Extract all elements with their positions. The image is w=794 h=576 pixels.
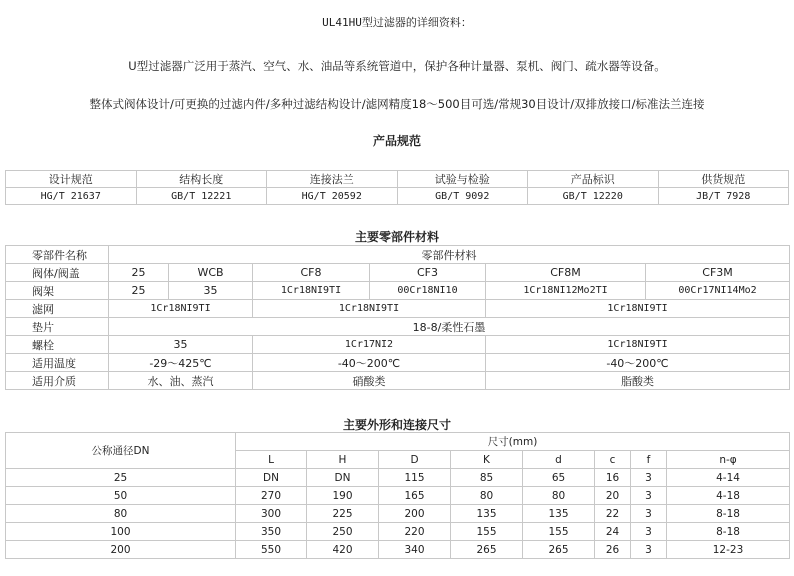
spec-value-cell: HG/T 20592: [267, 188, 398, 205]
spec-value-cell: GB/T 12220: [528, 188, 659, 205]
dim-cell: 135: [451, 505, 523, 523]
material-cell: 1Cr17NI2: [253, 336, 486, 354]
dim-cell: 265: [523, 541, 595, 559]
dim-cell: DN: [307, 469, 379, 487]
table-row: [6, 171, 789, 188]
dim-cell: 12-23: [667, 541, 790, 559]
row-label: 垫片: [6, 318, 109, 336]
spec-table: [5, 170, 789, 205]
material-cell: 1Cr18NI9TI: [486, 336, 790, 354]
dim-cell: 300: [236, 505, 307, 523]
material-cell: 35: [109, 336, 253, 354]
dim-cell: 220: [379, 523, 451, 541]
dim-cell: 225: [307, 505, 379, 523]
dim-cell: 26: [595, 541, 631, 559]
materials-table: [5, 245, 790, 390]
spec-header-cell: 结构长度: [136, 171, 267, 188]
table-row: [6, 505, 790, 523]
dim-cell: 3: [631, 487, 667, 505]
dim-column-header: H: [307, 451, 379, 469]
size-header: 尺寸(mm): [236, 433, 790, 451]
material-cell: 1Cr18NI9TI: [253, 300, 486, 318]
material-cell: 18-8/柔性石墨: [109, 318, 790, 336]
table-row: [6, 469, 790, 487]
table-row: [6, 336, 790, 354]
dim-cell: 16: [595, 469, 631, 487]
spec-header-cell: 连接法兰: [267, 171, 398, 188]
dim-cell: 80: [6, 505, 236, 523]
dim-cell: 165: [379, 487, 451, 505]
dim-cell: 80: [451, 487, 523, 505]
material-cell: 1Cr18NI9TI: [486, 300, 790, 318]
material-cell: CF8M: [486, 264, 646, 282]
row-label: 螺栓: [6, 336, 109, 354]
table-row: [6, 188, 789, 205]
material-cell: 35: [169, 282, 253, 300]
material-cell: -40～200℃: [253, 354, 486, 372]
table-row: [6, 300, 790, 318]
dimensions-table: [5, 432, 790, 559]
dim-cell: 115: [379, 469, 451, 487]
material-cell: 25: [109, 264, 169, 282]
material-cell: CF3: [370, 264, 486, 282]
intro-description: U型过滤器广泛用于蒸汽、空气、水、油品等系统管道中，保护各种计量器、泵机、阀门、疏水器等设备。: [128, 59, 666, 73]
material-cell: -29～425℃: [109, 354, 253, 372]
material-cell: 1Cr18NI12Mo2TI: [486, 282, 646, 300]
dim-cell: 24: [595, 523, 631, 541]
table-row: [6, 318, 790, 336]
dim-cell: 20: [595, 487, 631, 505]
spec-header-cell: 试验与检验: [397, 171, 528, 188]
material-header: 零部件材料: [109, 246, 790, 264]
dim-cell: 85: [451, 469, 523, 487]
row-label: 滤网: [6, 300, 109, 318]
dim-cell: 250: [307, 523, 379, 541]
spec-value-cell: GB/T 9092: [397, 188, 528, 205]
dim-column-header: f: [631, 451, 667, 469]
dim-cell: 4-18: [667, 487, 790, 505]
table-row: [6, 246, 790, 264]
material-cell: 硝酸类: [253, 372, 486, 390]
dim-cell: 3: [631, 505, 667, 523]
row-label: 适用温度: [6, 354, 109, 372]
dim-cell: 550: [236, 541, 307, 559]
dim-cell: 4-14: [667, 469, 790, 487]
dim-column-header: D: [379, 451, 451, 469]
part-name-header: 零部件名称: [6, 246, 109, 264]
material-cell: 水、油、蒸汽: [109, 372, 253, 390]
table-row: [6, 523, 790, 541]
dim-cell: 135: [523, 505, 595, 523]
spec-value-cell: JB/T 7928: [658, 188, 789, 205]
table-row: [6, 264, 790, 282]
dim-cell: 80: [523, 487, 595, 505]
dim-cell: DN: [236, 469, 307, 487]
spec-header-cell: 供货规范: [658, 171, 789, 188]
dims-heading: 主要外形和连接尺寸: [342, 418, 451, 432]
dim-cell: 350: [236, 523, 307, 541]
spec-value-cell: HG/T 21637: [6, 188, 137, 205]
spec-value-cell: GB/T 12221: [136, 188, 267, 205]
dim-cell: 420: [307, 541, 379, 559]
dim-cell: 155: [451, 523, 523, 541]
dim-column-header: n-φ: [667, 451, 790, 469]
dim-cell: 50: [6, 487, 236, 505]
material-cell: CF8: [253, 264, 370, 282]
dim-cell: 3: [631, 469, 667, 487]
dim-cell: 200: [379, 505, 451, 523]
dim-cell: 65: [523, 469, 595, 487]
material-cell: 25: [109, 282, 169, 300]
table-row: [6, 282, 790, 300]
dim-cell: 200: [6, 541, 236, 559]
table-row: [6, 354, 790, 372]
row-label: 阀架: [6, 282, 109, 300]
dim-column-header: c: [595, 451, 631, 469]
table-row: [6, 372, 790, 390]
dim-cell: 8-18: [667, 523, 790, 541]
dn-header: 公称通径DN: [6, 433, 236, 469]
material-cell: 脂酸类: [486, 372, 790, 390]
dim-cell: 22: [595, 505, 631, 523]
spec-heading: 产品规范: [372, 134, 421, 148]
dim-column-header: K: [451, 451, 523, 469]
dim-column-header: L: [236, 451, 307, 469]
material-cell: WCB: [169, 264, 253, 282]
materials-heading: 主要零部件材料: [354, 230, 439, 244]
material-cell: 1Cr18NI9TI: [109, 300, 253, 318]
material-cell: 00Cr18NI10: [370, 282, 486, 300]
feature-list: 整体式阀体设计/可更换的过滤内件/多种过滤结构设计/滤网精度18～500目可选/常规30目设计/双排放接口/标准法兰连接: [89, 97, 705, 111]
material-cell: CF3M: [646, 264, 790, 282]
dim-cell: 265: [451, 541, 523, 559]
dim-cell: 270: [236, 487, 307, 505]
row-label: 阀体/阀盖: [6, 264, 109, 282]
dim-cell: 3: [631, 541, 667, 559]
dim-cell: 155: [523, 523, 595, 541]
spec-header-cell: 设计规范: [6, 171, 137, 188]
dim-column-header: d: [523, 451, 595, 469]
dim-cell: 3: [631, 523, 667, 541]
dim-cell: 190: [307, 487, 379, 505]
dim-cell: 8-18: [667, 505, 790, 523]
table-row: [6, 433, 790, 451]
material-cell: 00Cr17NI14Mo2: [646, 282, 790, 300]
page-title: UL41HU型过滤器的详细资料：: [322, 16, 472, 29]
dim-cell: 100: [6, 523, 236, 541]
spec-header-cell: 产品标识: [528, 171, 659, 188]
dim-cell: 25: [6, 469, 236, 487]
material-cell: -40～200℃: [486, 354, 790, 372]
table-row: [6, 487, 790, 505]
row-label: 适用介质: [6, 372, 109, 390]
dim-cell: 340: [379, 541, 451, 559]
material-cell: 1Cr18NI9TI: [253, 282, 370, 300]
table-row: [6, 541, 790, 559]
